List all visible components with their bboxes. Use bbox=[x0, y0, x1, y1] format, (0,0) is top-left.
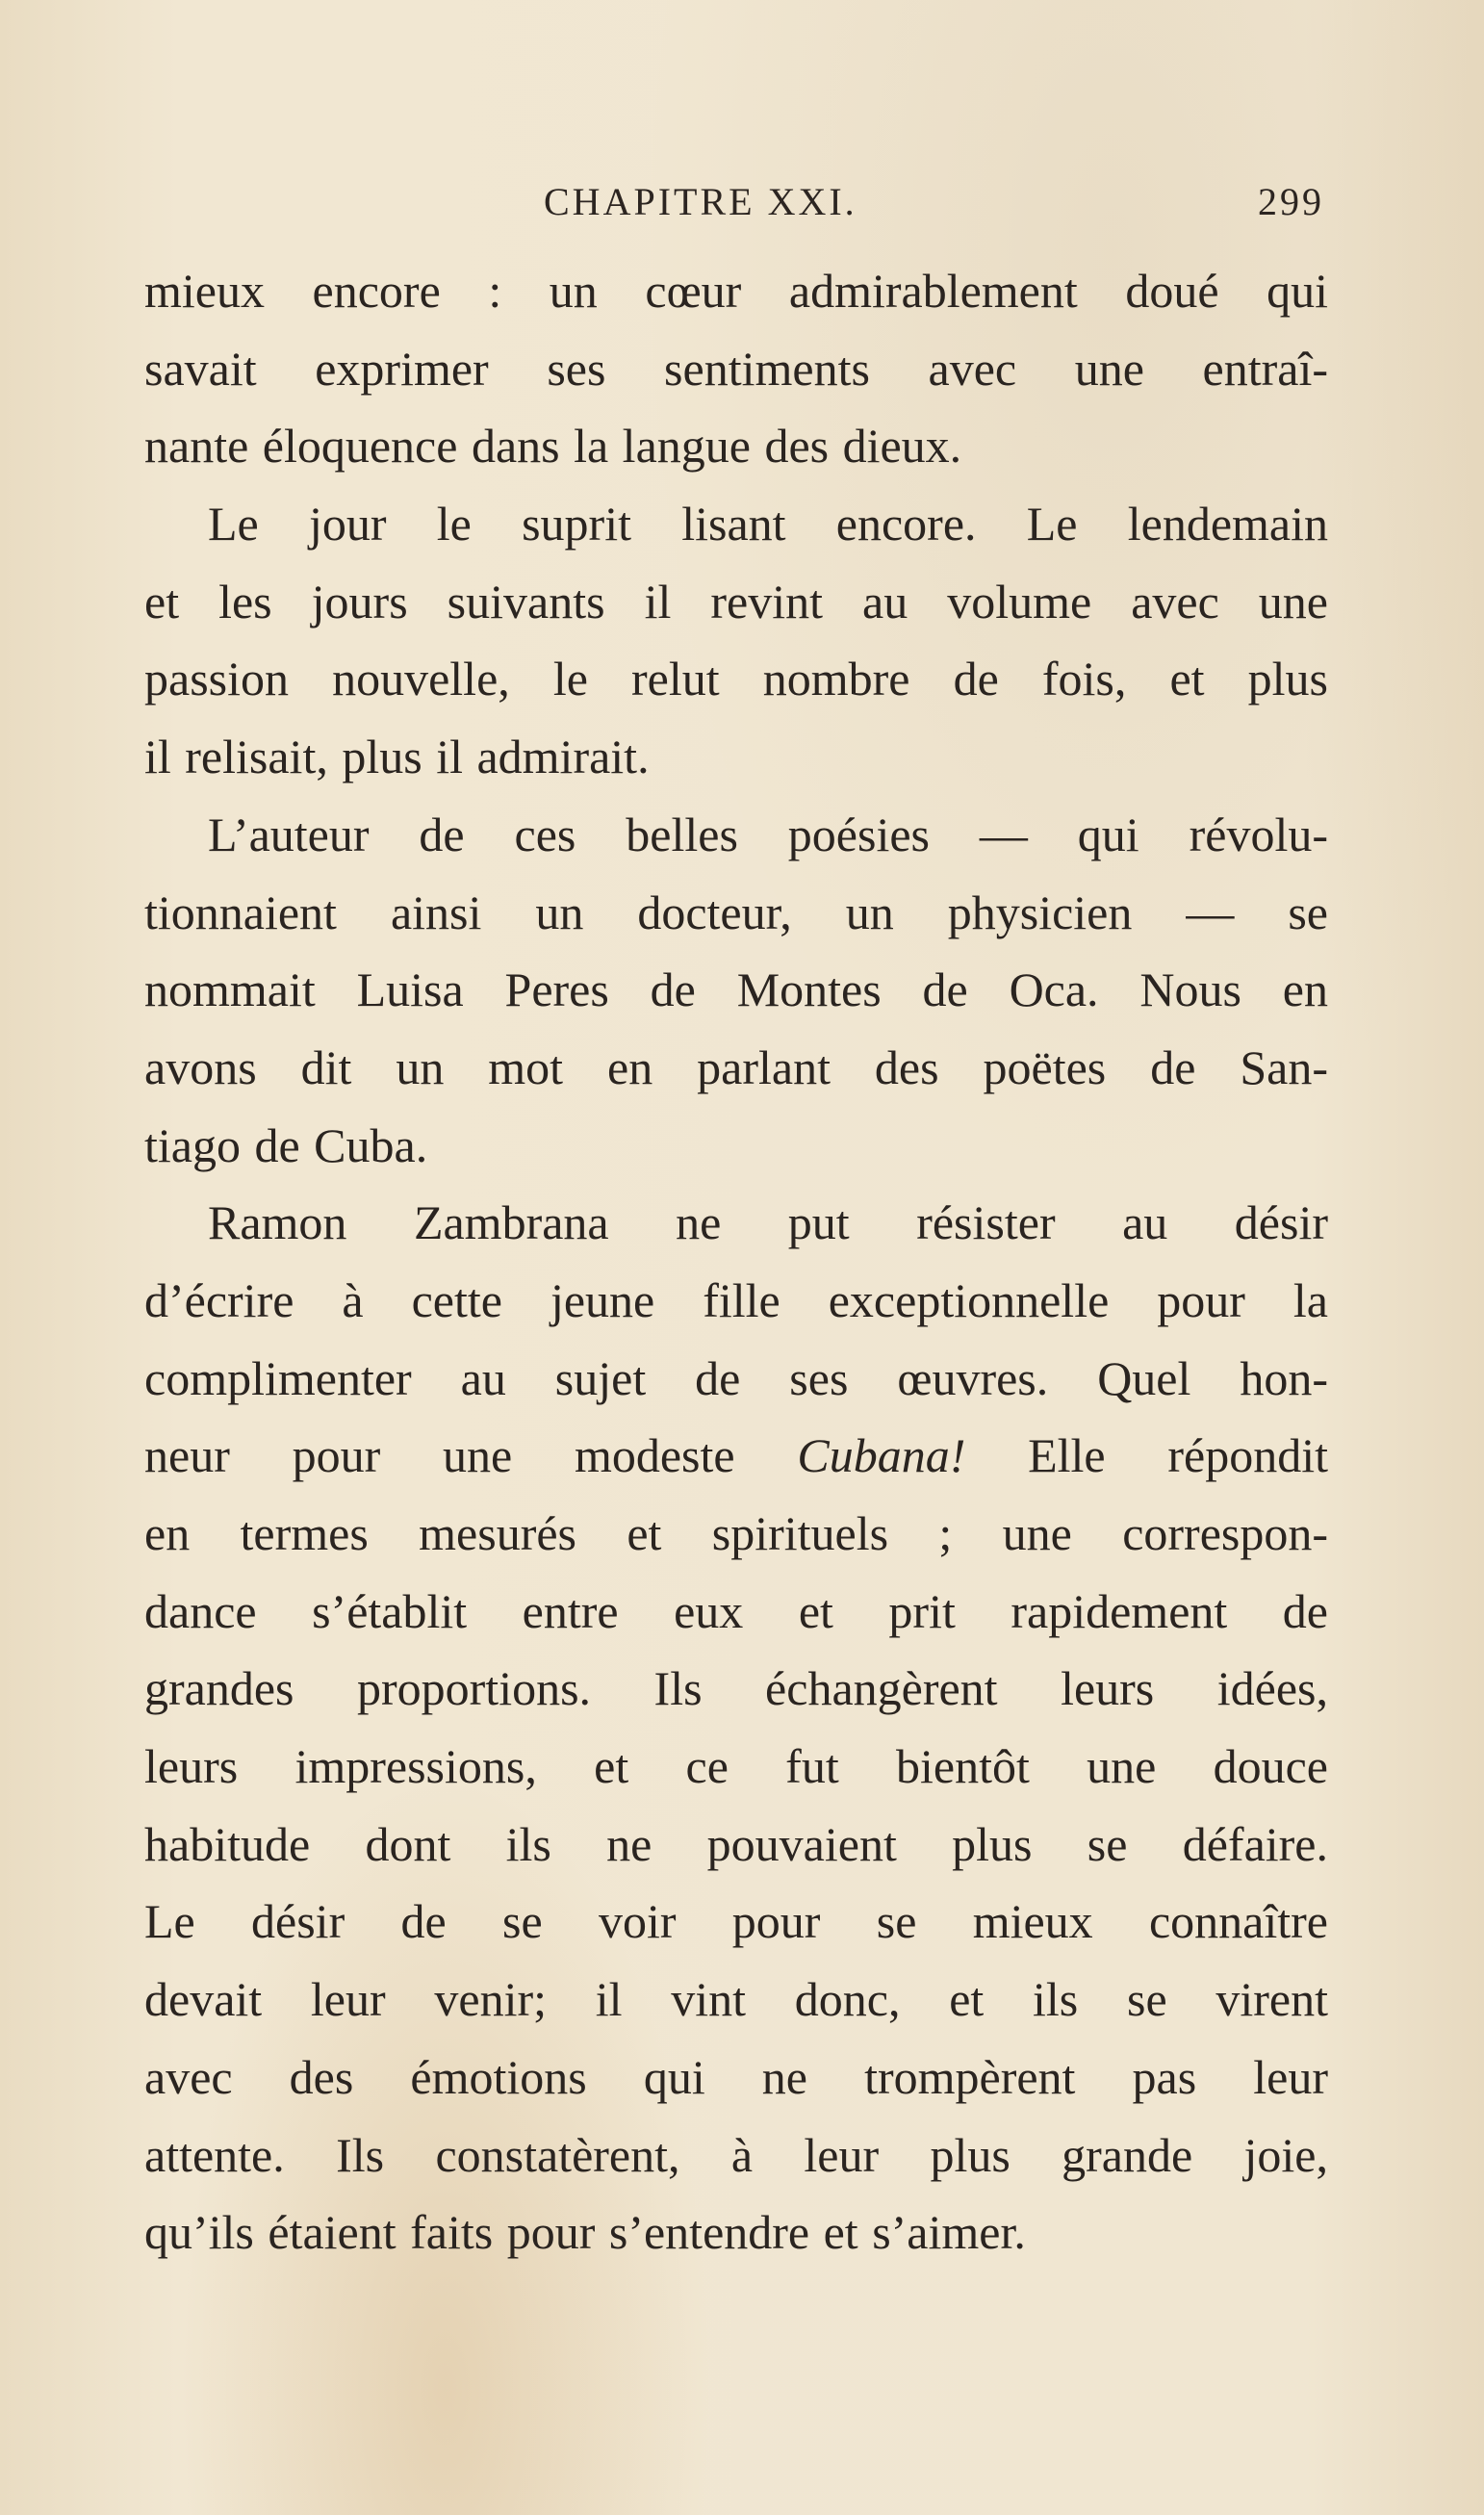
text-line: dance s’établit entre eux et prit rapidement de bbox=[144, 1583, 1328, 1638]
text-line: tiago de Cuba. bbox=[144, 1117, 428, 1172]
text-line: grandes proportions. Ils échangèrent leurs idées, bbox=[144, 1661, 1328, 1716]
chapter-title: CHAPITRE XXI. bbox=[544, 180, 857, 223]
running-head bbox=[144, 179, 1328, 237]
text-line: d’écrire à cette jeune fille exceptionnelle pour la bbox=[144, 1272, 1328, 1327]
text-line: tionnaient ainsi un docteur, un physicien — se bbox=[144, 885, 1328, 939]
body-text bbox=[144, 252, 1328, 2271]
text-line-with-italic bbox=[144, 1417, 1328, 1495]
text-line: Le désir de se voir pour se mieux connaître bbox=[144, 1894, 1328, 1949]
paragraph-first-line: L’auteur de ces belles poésies — qui révolu- bbox=[208, 807, 1328, 861]
text-line: complimenter au sujet de ses œuvres. Quel hon- bbox=[144, 1350, 1328, 1405]
text-line: en termes mesurés et spirituels ; une correspon- bbox=[144, 1506, 1328, 1560]
paragraph-first-line: Le jour le suprit lisant encore. Le lendemain bbox=[208, 497, 1328, 552]
text-line: avec des émotions qui ne trompèrent pas leur bbox=[144, 2049, 1328, 2104]
text-line: qu’ils étaient faits pour s’entendre et s’aimer. bbox=[144, 2205, 1026, 2260]
text-line: leurs impressions, et ce fut bientôt une douce bbox=[144, 1739, 1328, 1794]
text-segment: neur pour une modeste bbox=[144, 1428, 798, 1483]
text-line: attente. Ils constatèrent, à leur plus grande joie, bbox=[144, 2127, 1328, 2182]
text-line: il relisait, plus il admirait. bbox=[144, 730, 650, 784]
text-line: mieux encore : un cœur admirablement doué qui bbox=[144, 264, 1328, 318]
text-line: avons dit un mot en parlant des poëtes de San- bbox=[144, 1039, 1328, 1094]
text-line: nante éloquence dans la langue des dieux. bbox=[144, 419, 962, 474]
text-line: habitude dont ils ne pouvaient plus se défaire. bbox=[144, 1816, 1328, 1871]
text-line: devait leur venir; il vint donc, et ils se virent bbox=[144, 1972, 1328, 2027]
page-number: 299 bbox=[1258, 180, 1324, 223]
text-line: savait exprimer ses sentiments avec une entraî- bbox=[144, 341, 1328, 396]
text-line: et les jours suivants il revint au volume avec une bbox=[144, 574, 1328, 629]
paragraph-first-line: Ramon Zambrana ne put résister au désir bbox=[208, 1195, 1328, 1250]
text-line: passion nouvelle, le relut nombre de fois, et plus bbox=[144, 652, 1328, 706]
text-segment: Elle répondit bbox=[965, 1428, 1328, 1483]
text-line: nommait Luisa Peres de Montes de Oca. Nous en bbox=[144, 962, 1328, 1017]
italic-word: Cubana! bbox=[797, 1428, 966, 1483]
